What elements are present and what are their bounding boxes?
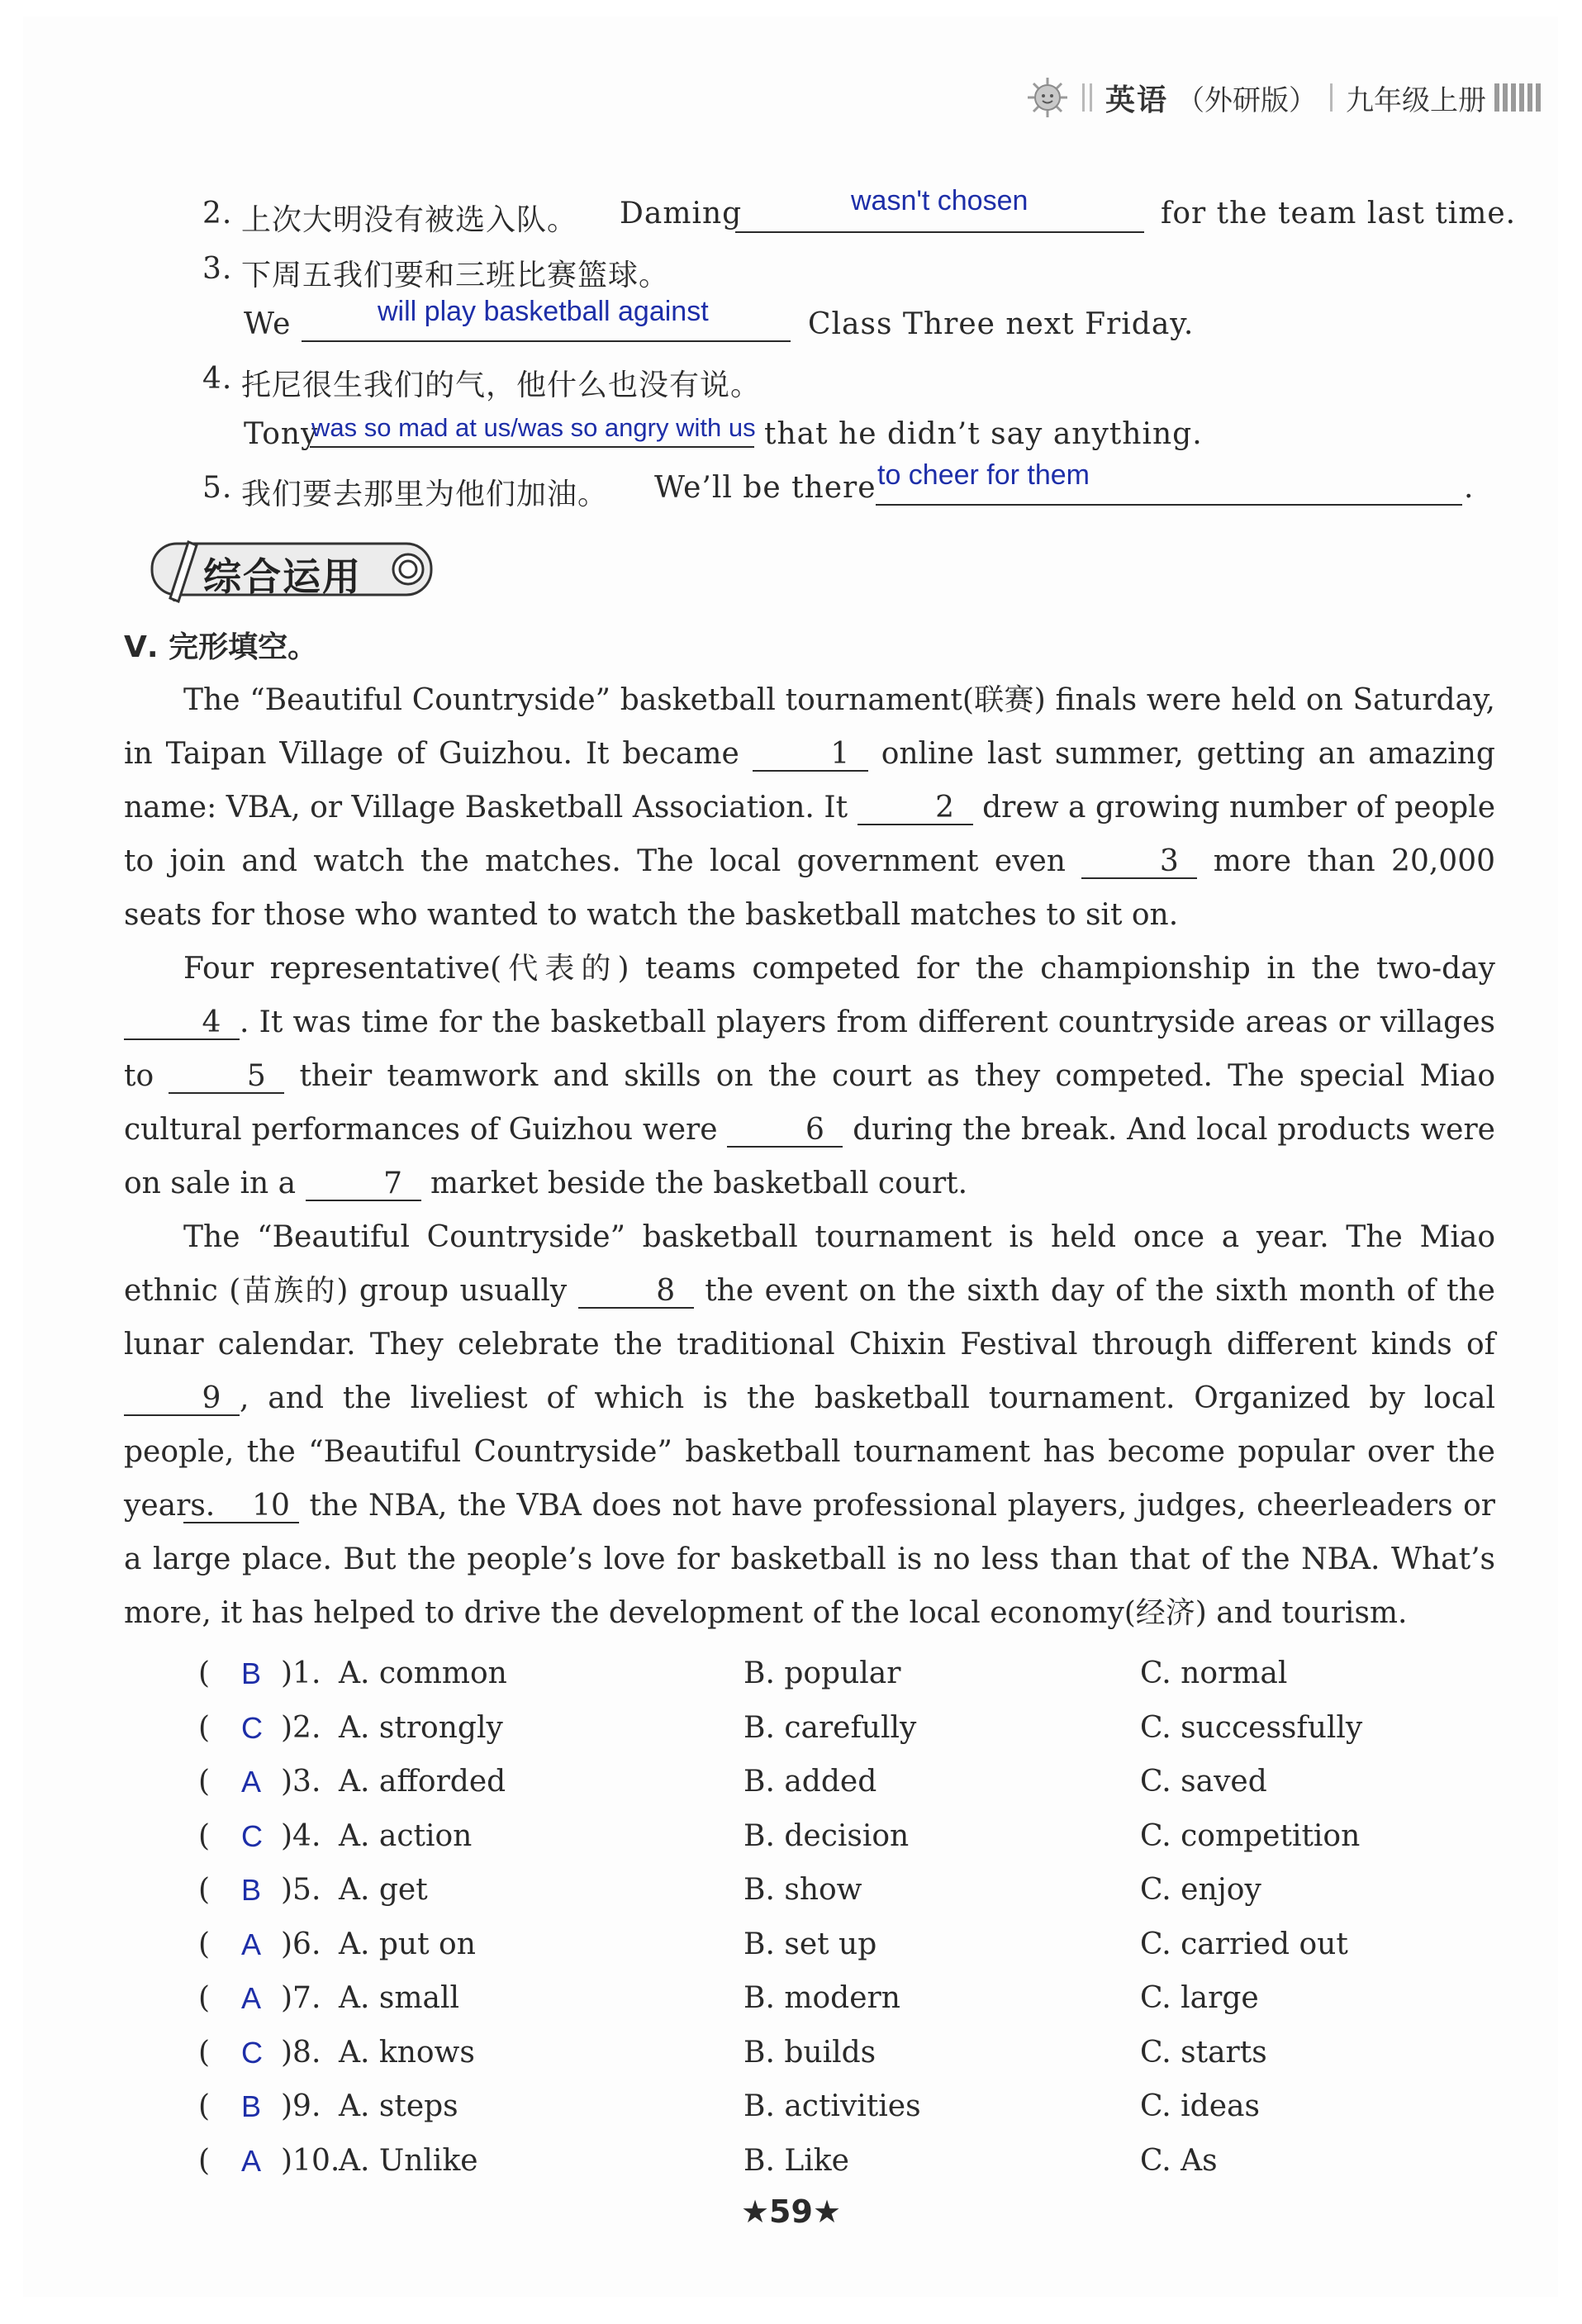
- blank-1[interactable]: 1: [753, 739, 868, 772]
- option-c[interactable]: C. carried out: [1140, 1927, 1348, 1961]
- blank-9[interactable]: 9: [124, 1383, 240, 1416]
- option-b[interactable]: B. Like: [743, 2143, 849, 2178]
- answer-paren: (: [198, 2089, 211, 2123]
- option-b[interactable]: B. show: [743, 1873, 862, 1907]
- question-row: [198, 1765, 1520, 1814]
- q5-number: 5.: [202, 471, 233, 505]
- question-row: [198, 2089, 1520, 2139]
- answer-paren: (: [198, 2143, 211, 2178]
- section-title: Ⅴ. 完形填空。: [124, 630, 318, 664]
- q4-answer-line: [310, 446, 754, 448]
- p1-text-1: The “Beautiful Countryside” basketball tournament(联赛) finals were held on Saturday, in Taipan Village of Guizhou. It became: [124, 683, 1495, 771]
- answer-letter: B: [241, 1656, 262, 1690]
- question-number: )8.: [281, 2035, 321, 2070]
- question-number: )1.: [281, 1656, 321, 1690]
- q2-prefix: Daming: [620, 197, 743, 230]
- header-divider: [1330, 83, 1333, 112]
- p2-text-1: Four representative(代表的) teams competed for the championship in the two-day: [183, 952, 1495, 986]
- q3-answer: will play basketball against: [378, 296, 709, 327]
- option-b[interactable]: B. activities: [743, 2089, 921, 2123]
- p3-text-1: The “Beautiful Countryside” basketball tournament is held once a year. The Miao ethnic (苗族的) group usually: [124, 1220, 1495, 1308]
- header-edition: （外研版）: [1176, 83, 1317, 117]
- p2-text-3: their teamwork and skills on the court as they competed. The special Miao cultural performances of Guizhou were: [124, 1059, 1496, 1147]
- option-b[interactable]: B. set up: [743, 1927, 877, 1961]
- option-c[interactable]: C. normal: [1140, 1656, 1288, 1690]
- blank-6[interactable]: 6: [727, 1114, 843, 1148]
- blank-8[interactable]: 8: [578, 1276, 694, 1309]
- blank-7[interactable]: 7: [306, 1168, 421, 1201]
- p2-text-2: . It was time for the basketball players from different countryside areas or villages to: [124, 1005, 1495, 1093]
- q3-answer-line: [302, 340, 791, 342]
- p4-text-1: the NBA, the VBA does not have professional players, judges, cheerleaders or a large place. But the people’s love for basketball is no less than that of the NBA. What’s more, it has helped to drive the development of the local economy(经济) and tourism.: [124, 1489, 1495, 1630]
- q2-answer: wasn't chosen: [851, 185, 1029, 216]
- option-b[interactable]: B. popular: [743, 1656, 901, 1690]
- option-a[interactable]: A. Unlike: [339, 2143, 478, 2178]
- answer-letter: B: [241, 1873, 262, 1907]
- q2-number: 2.: [202, 197, 233, 230]
- answer-letter: C: [241, 2035, 263, 2070]
- q4-suffix: that he didn’t say anything.: [764, 417, 1203, 451]
- option-c[interactable]: C. saved: [1140, 1765, 1267, 1799]
- page-number-value: 59: [769, 2193, 813, 2230]
- q5-chinese: 我们要去那里为他们加油。: [241, 478, 609, 511]
- option-a[interactable]: A. common: [339, 1656, 507, 1690]
- passage-paragraph-4: [124, 1479, 1495, 1640]
- option-a[interactable]: A. small: [339, 1981, 459, 2015]
- option-a[interactable]: A. strongly: [339, 1710, 503, 1745]
- answer-letter: C: [241, 1710, 263, 1745]
- question-number: )4.: [281, 1818, 321, 1853]
- star-icon: ★: [740, 2193, 770, 2230]
- q2-answer-line: [735, 231, 1144, 233]
- answer-paren: (: [198, 1981, 211, 2015]
- option-a[interactable]: A. get: [339, 1873, 428, 1907]
- option-a[interactable]: A. put on: [339, 1927, 476, 1961]
- page-header: [1026, 73, 1542, 122]
- question-number: )9.: [281, 2089, 321, 2123]
- option-b[interactable]: B. modern: [743, 1981, 900, 2015]
- blank-3[interactable]: 3: [1081, 846, 1197, 879]
- p1-text-2: online last summer, getting an amazing name: VBA, or Village Basketball Association. It: [124, 737, 1495, 825]
- option-c[interactable]: C. large: [1140, 1981, 1259, 2015]
- option-c[interactable]: C. As: [1140, 2143, 1218, 2178]
- answer-paren: (: [198, 1765, 211, 1799]
- answer-paren: (: [198, 1927, 211, 1961]
- question-row: [198, 1873, 1520, 1922]
- option-c[interactable]: C. successfully: [1140, 1710, 1363, 1745]
- q3-chinese: 下周五我们要和三班比赛篮球。: [241, 259, 670, 292]
- pencil-icon: [155, 535, 205, 603]
- option-a[interactable]: A. afforded: [339, 1765, 506, 1799]
- p1-text-3: drew a growing number of people to join and watch the matches. The local government even: [124, 791, 1496, 878]
- q3-number: 3.: [202, 252, 233, 286]
- question-number: )10.: [281, 2143, 340, 2178]
- option-b[interactable]: B. carefully: [743, 1710, 917, 1745]
- q5-answer: to cheer for them: [877, 459, 1090, 491]
- option-a[interactable]: A. action: [339, 1818, 473, 1853]
- q5-prefix: We’ll be there: [654, 471, 877, 505]
- p2-text-5: market beside the basketball court.: [430, 1167, 968, 1200]
- p1-text-4: more than 20,000 seats for those who wanted to watch the basketball matches to sit on.: [124, 844, 1496, 932]
- option-c[interactable]: C. starts: [1140, 2035, 1267, 2070]
- q5-suffix: .: [1464, 471, 1475, 505]
- answer-letter: A: [241, 1981, 262, 2015]
- question-number: )3.: [281, 1765, 321, 1799]
- option-a[interactable]: A. steps: [339, 2089, 458, 2123]
- section-banner: [145, 535, 436, 603]
- option-b[interactable]: B. decision: [743, 1818, 910, 1853]
- header-subject: 英语: [1105, 83, 1168, 117]
- option-b[interactable]: B. builds: [743, 2035, 877, 2070]
- answer-letter: A: [241, 1765, 262, 1799]
- p3-text-2: the event on the sixth day of the sixth month of the lunar calendar. They celebrate the traditional Chixin Festival through different kinds of: [124, 1274, 1495, 1362]
- question-row: [198, 1981, 1520, 2031]
- q2-suffix: for the team last time.: [1161, 197, 1517, 230]
- question-number: )2.: [281, 1710, 321, 1745]
- q2-chinese: 上次大明没有被选入队。: [241, 203, 578, 237]
- answer-paren: (: [198, 2035, 211, 2070]
- blank-2[interactable]: 2: [858, 792, 973, 825]
- answer-letter: A: [241, 2143, 262, 2178]
- question-row: [198, 1711, 1520, 1761]
- question-row: [198, 2144, 1520, 2193]
- blank-5[interactable]: 5: [169, 1061, 284, 1094]
- banner-title: 综合运用: [203, 554, 362, 599]
- option-c[interactable]: C. competition: [1140, 1818, 1361, 1853]
- q4-chinese: 托尼很生我们的气，他什么也没有说。: [241, 368, 762, 402]
- q3-prefix: We: [244, 307, 292, 341]
- answer-paren: (: [198, 1818, 211, 1853]
- q3-suffix: Class Three next Friday.: [808, 307, 1195, 341]
- header-divider: [1082, 83, 1092, 112]
- header-grade: 九年级上册: [1346, 83, 1486, 117]
- q4-answer: was so mad at us/was so angry with us: [311, 413, 756, 442]
- passage-paragraph-2: [124, 942, 1495, 1210]
- answer-paren: (: [198, 1873, 211, 1907]
- q4-number: 4.: [202, 362, 233, 396]
- option-c[interactable]: C. ideas: [1140, 2089, 1260, 2123]
- sun-mascot-icon: [1026, 76, 1069, 119]
- header-end-bars: [1494, 83, 1542, 112]
- answer-letter: A: [241, 1927, 262, 1961]
- option-a[interactable]: A. knows: [339, 2035, 475, 2070]
- option-c[interactable]: C. enjoy: [1140, 1873, 1261, 1907]
- answer-letter: C: [241, 1818, 263, 1853]
- question-row: [198, 1927, 1520, 1977]
- question-number: )7.: [281, 1981, 321, 2015]
- blank-10[interactable]: 10: [183, 1490, 299, 1523]
- question-number: )5.: [281, 1873, 321, 1907]
- question-row: [198, 1819, 1520, 1869]
- answer-letter: B: [241, 2089, 262, 2123]
- star-icon: ★: [812, 2193, 842, 2230]
- page-number: [0, 2193, 1582, 2230]
- p2-text-4: during the break. And local products were on sale in a: [124, 1113, 1495, 1200]
- q4-prefix: Tony: [244, 417, 319, 451]
- q5-answer-line: [876, 504, 1462, 506]
- question-row: [198, 1656, 1520, 1706]
- question-number: )6.: [281, 1927, 321, 1961]
- p3-text-3: , and the liveliest of which is the basketball tournament. Organized by local people, the “Beautiful Countryside” basketball tournament has become popular over the years.: [124, 1381, 1495, 1523]
- blank-4[interactable]: 4: [124, 1007, 240, 1040]
- passage-paragraph-1: [124, 673, 1495, 942]
- question-row: [198, 2036, 1520, 2085]
- answer-paren: (: [198, 1656, 211, 1690]
- answer-paren: (: [198, 1710, 211, 1745]
- option-b[interactable]: B. added: [743, 1765, 877, 1799]
